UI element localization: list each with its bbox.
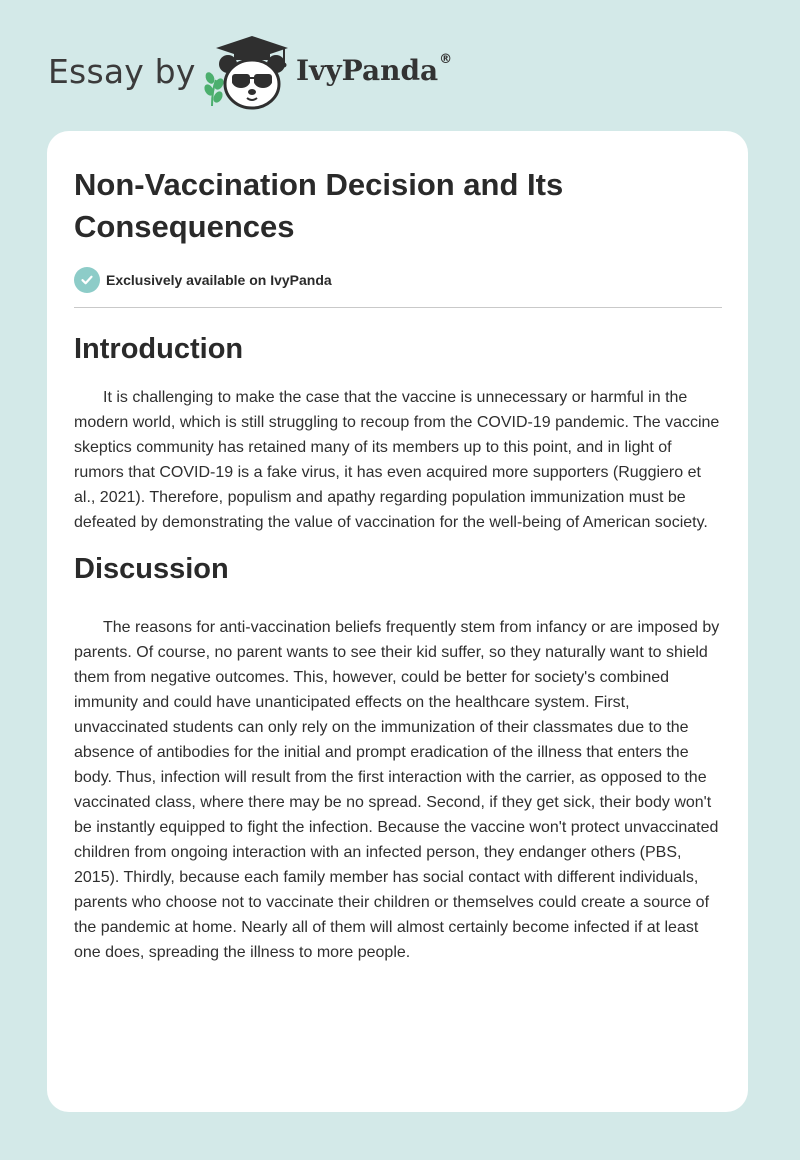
essay-title: Non-Vaccination Decision and Its Consequences <box>74 167 564 244</box>
brand-prefix: Essay by <box>48 52 196 91</box>
section-heading-discussion: Discussion <box>74 553 229 585</box>
section-body-introduction: It is challenging to make the case that the vaccine is unnecessary or harmful in the modern world, which is still struggling to recoup from the COVID-19 pandemic. The vaccine skeptics community has retained many of its members up to this point, and in light of rumors that COVID-19 is a fake virus, it has even acquired more supporters (Ruggiero et al., 2021). Therefore, populism and apathy regarding population immunization must be defeated by demonstrating the value of vaccination for the well-being of American society. <box>74 389 720 531</box>
section-body-discussion: The reasons for anti-vaccination beliefs frequently stem from infancy or are imposed by parents. Of course, no parent wants to see their kid suffer, so they naturally want to shield them from negative outcomes. This, however, could be better for society's combined immunity and could have unanticipated effects on the healthcare system. First, unvaccinated students can only rely on the immunization of their classmates due to the absence of antibodies for the initial and prompt eradication of the illness that enters the body. Thus, infection will result from the first interaction with the carrier, as opposed to the vaccinated class, where there may be no spread. Second, if they get sick, their body won't be instantly equipped to fight the infection. Because the vaccine won't protect unvaccinated children from ongoing interaction with an infected person, they endanger others (PBS, 2015). Thirdly, because each family member has social contact with different individuals, parents who choose not to vaccinate their children or themselves could create a source of the pandemic at home. Nearly all of them will almost certainly become infected if at least one does, spreading the illness to more people. <box>74 619 720 961</box>
site-header <box>48 34 468 114</box>
exclusive-badge-text: Exclusively available on IvyPanda <box>106 272 332 288</box>
brand-name[interactable] <box>296 54 452 87</box>
panda-graduate-logo-icon[interactable] <box>202 34 294 110</box>
brand-name-text: IvyPanda <box>296 54 439 87</box>
essay-content <box>74 164 722 965</box>
registered-mark: ® <box>439 52 453 67</box>
check-circle-icon <box>74 267 100 293</box>
exclusive-badge <box>74 267 722 293</box>
title-divider <box>74 307 722 308</box>
essay-card <box>47 131 748 1112</box>
section-heading-introduction: Introduction <box>74 333 244 365</box>
